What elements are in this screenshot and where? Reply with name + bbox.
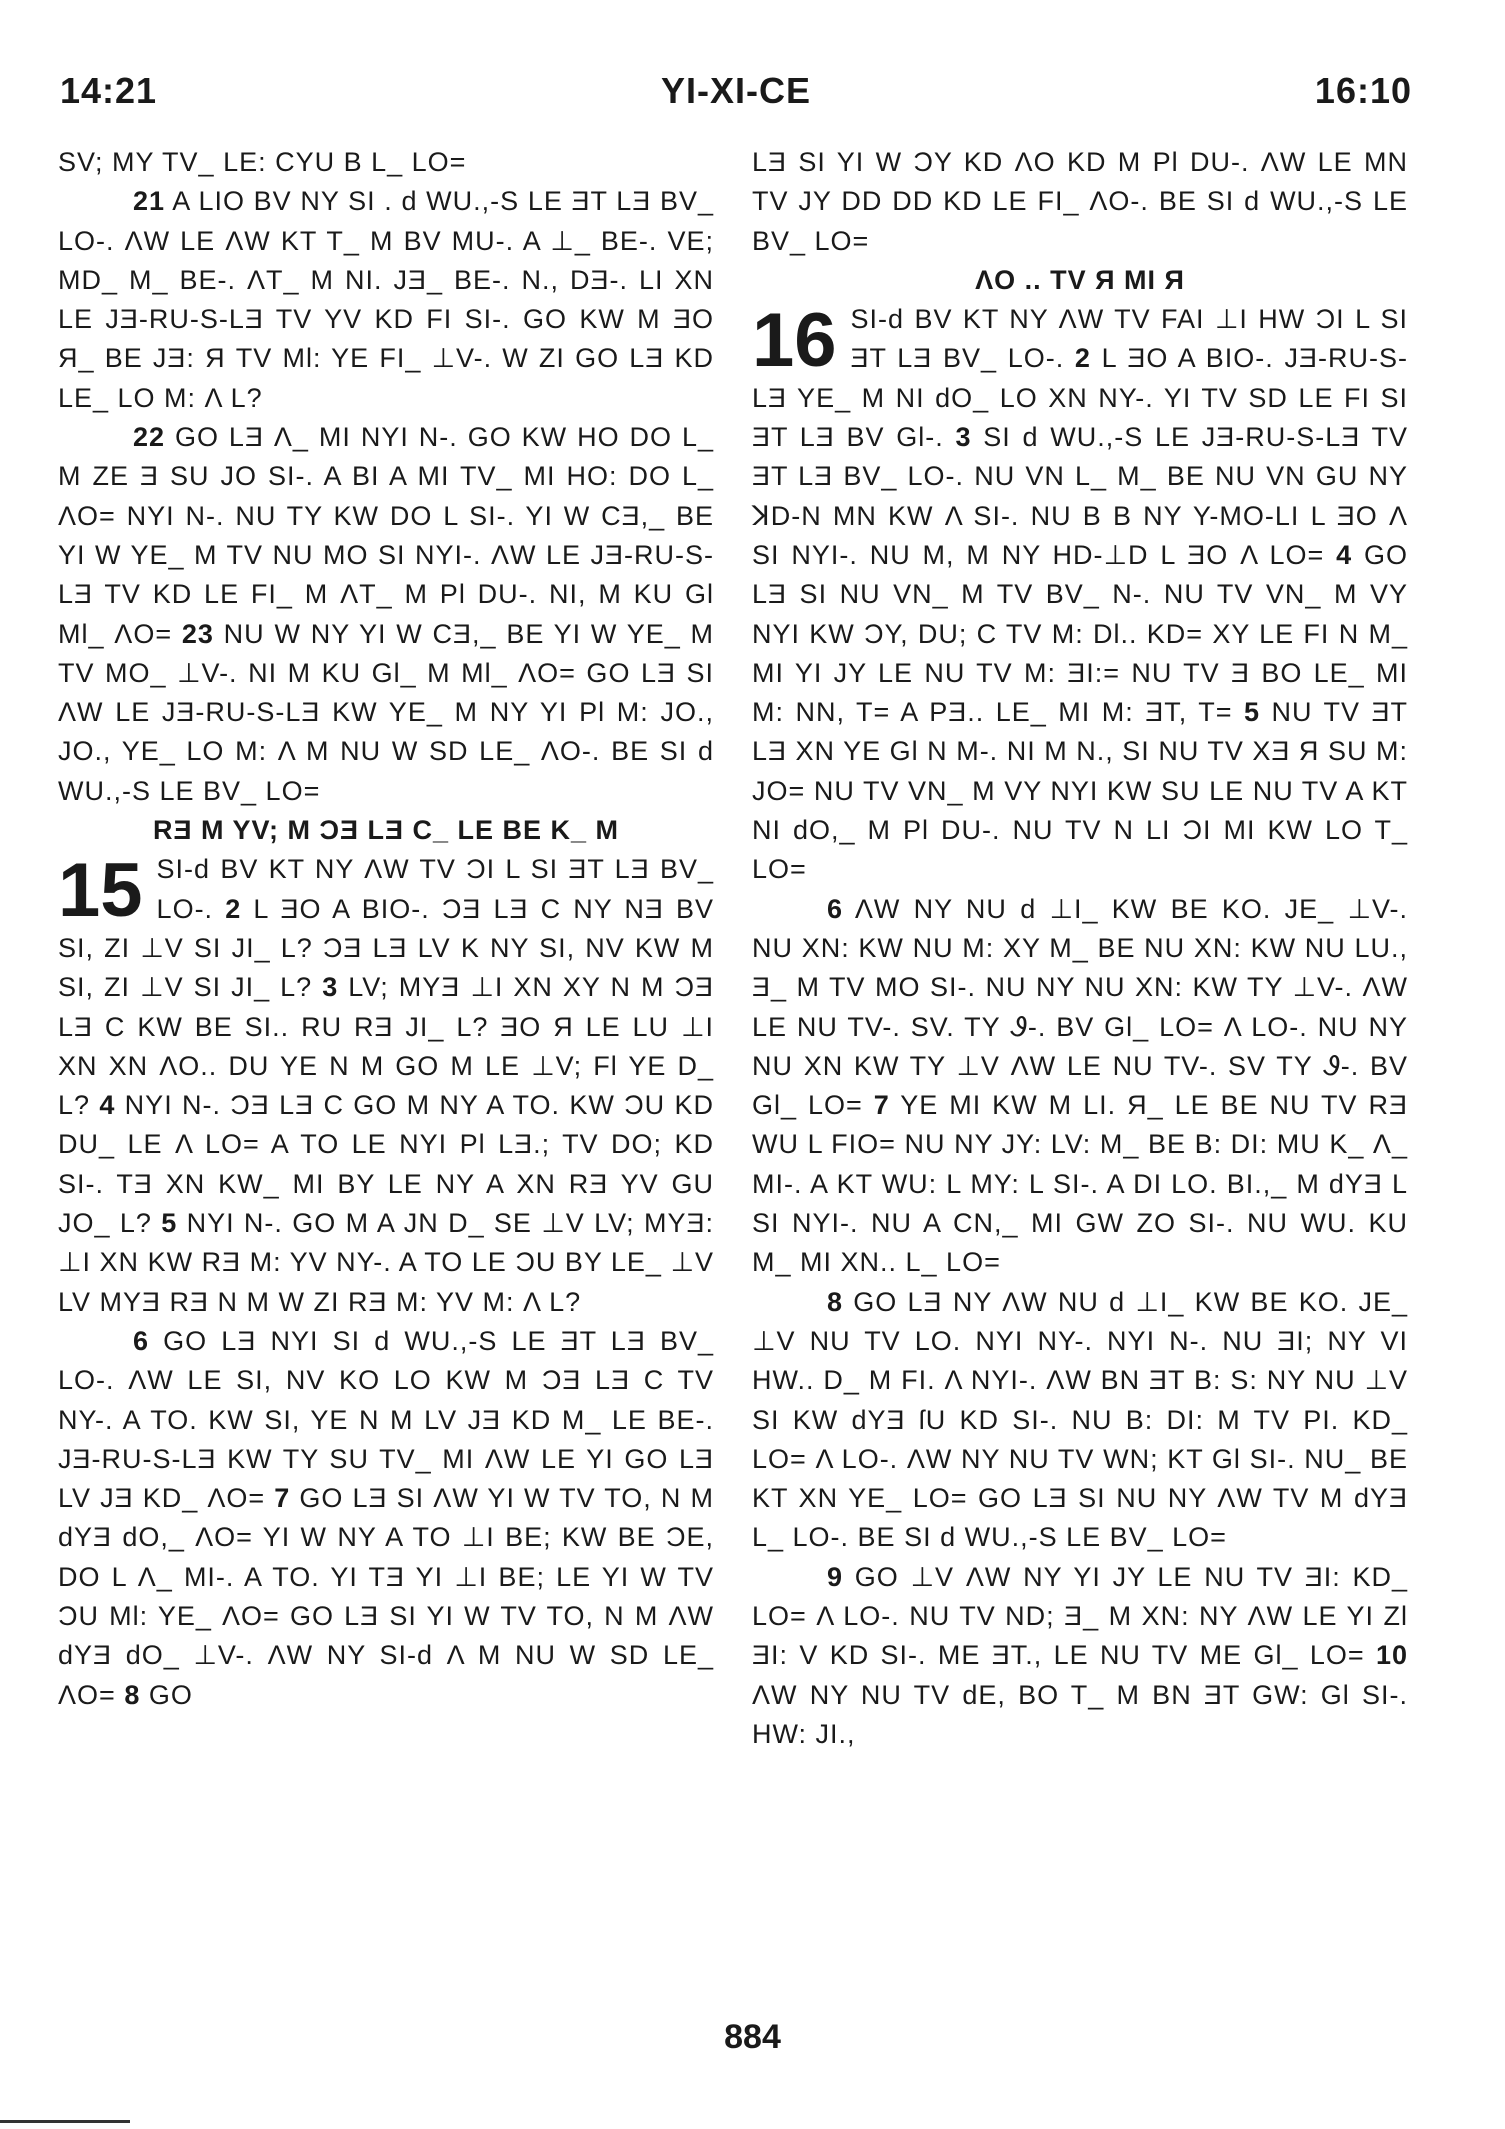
verse-text: GO LƎ Λ_ MI NYI N-. GO KW HO DO L_ M ZE Ǝ SU JO SI-. A BI A MI TV_ MI HO: DO L_ ΛO= NYI N-. NU TY KW DO L SI-. YI W CƎ,_ BE YI W YE_ M TV NU MO SI NYI-. ΛW LE JƎ-RU-S-LƎ TV KD LE FI_ M ΛT_ M PƖ DU-. NI, M KU GƖ MƖ_ ΛO= <box>58 422 714 649</box>
verse-text: ΛW NY NU TV dE, BO T_ M BN ƎT GW: GƖ SI-. HW: JI., <box>752 1679 1408 1749</box>
verse-text: SI-d BV KT NY ΛW TV ƆI L SI ƎT LƎ BV_ LO-. <box>156 854 714 924</box>
verse-text: SI-d BV KT NY ΛW TV FAI ⊥I HW ƆI L SI ƎT LƎ BV_ LO-. <box>850 304 1408 374</box>
verse-number: 9 <box>827 1561 844 1592</box>
verse-text: GO <box>140 1679 193 1710</box>
header-left-reference: 14:21 <box>60 70 158 111</box>
verse-number: 4 <box>1336 539 1353 570</box>
paragraph-chapter-15 <box>58 850 714 1322</box>
verse-text: L ƎO A BIO-. ƆƎ LƎ C NY NƎ BV SI, ZI ⊥V SI JI_ L? ƆƎ LƎ LV K NY SI, NV KW M SI, ZI ⊥V SI JI_ L? <box>58 893 715 1003</box>
verse-number: 3 <box>955 422 972 453</box>
paragraph-verse-21 <box>58 182 714 418</box>
verse-number: 7 <box>873 1090 890 1121</box>
verse-number: 10 <box>1375 1640 1408 1671</box>
verse-number: 6 <box>133 1325 150 1356</box>
verse-text: SI d WU.,-S LE JƎ-RU-S-LƎ TV ƎT LƎ BV_ LO-. NU VN L_ M_ BE NU VN GU NY ꓘD-N MN KW Λ SI-. NU B B NY Y-MO-LI L ƎO Λ SI NYI-. NU M, M NY HD-⊥D L ƎO Λ LO= <box>752 422 1409 570</box>
verse-number: 3 <box>322 972 339 1003</box>
verse-text: YE MI KW M LI. Я_ LE BE NU TV RƎ WU L FIO= NU NY JY: LV: M_ BE B: DI: MU K_ Λ_ MI-. A KT WU: L MY: L SI-. A DI LO. BI.,_ M dYƎ L SI NYI-. NU A CN,_ MI GW ZO SI-. NU WU. KU M_ MI XN.. L_ LO= <box>752 1090 1408 1278</box>
verse-text: L ƎO A BIO-. JƎ-RU-S-LƎ YE_ M NI dO_ LO XN NY-. YI TV SD LE FI SI ƎT LƎ BV GƖ-. <box>752 343 1408 453</box>
book-title: YI-XI-CE <box>660 70 811 111</box>
verse-text: GO LƎ SI NU VN_ M TV BV_ N-. NU TV VN_ M VY NYI KW ƆY, DU; C TV M: DƖ.. KD= XY LE FI N M_ MI YI JY LE NU TV M: ƎI:= NU TV Ǝ BO LE_ MI M: NN, T= A PƎ.. LE_ MI M: ƎT, T= <box>752 539 1408 728</box>
chapter-number: 16 <box>752 298 837 384</box>
verse-number: 6 <box>827 893 844 924</box>
paragraph-chapter-16 <box>752 300 1408 889</box>
verse-text: NYI N-. GO M A JN D_ SE ⊥V LV; MYƎ: ⊥I XN KW RƎ M: YV NY-. A TO LE ƆU BY LE_ ⊥V LV MYƎ RƎ N M W ZI RƎ M: YV M: Λ L? <box>58 1208 714 1317</box>
section-heading: RƎ M YV; M ƆƎ LƎ C_ LE BE K_ M <box>152 815 620 846</box>
paragraph-verse-6 <box>752 890 1408 1283</box>
paragraph-verse-6 <box>58 1322 714 1715</box>
verse-text: NU TV ƎT LƎ XN YE GƖ N M-. NI M N., SI NU TV XƎ Я SU M: JO= NU TV VN_ M VY NYI KW SU LE NU TV A KT NI dO,_ M PƖ DU-. NU TV N LI ƆI MI KW LO T_ LO= <box>752 697 1408 885</box>
verse-number: 5 <box>161 1208 178 1239</box>
verse-text: GO LƎ SI ΛW YI W TV TO, N M dYƎ dO,_ ΛO= YI W NY A TO ⊥I BE; KW BE ƆE, DO L Λ_ MI-. A TO. YI TƎ YI ⊥I BE; LE YI W TV ƆU MƖ: YE_ ΛO= GO LƎ SI YI W TV TO, N M ΛW dYƎ dO_ ⊥V-. ΛW NY SI-d Λ M NU W SD LE_ ΛO= <box>58 1483 714 1710</box>
paragraph-verse-22 <box>58 418 714 811</box>
scan-edge-line <box>0 2120 130 2123</box>
verse-text: NYI N-. ƆƎ LƎ C GO M NY A TO. KW ƆU KD DU_ LE Λ LO= A TO LE NYI PƖ LƎ.; TV DO; KD SI-. TƎ XN KW_ MI BY LE NY A XN RƎ YV GU JO_ L? <box>58 1090 714 1239</box>
paragraph: LƎ SI YI W ƆY KD ΛO KD M PƖ DU-. ΛW LE MN TV JY DD DD KD LE FI_ ΛO-. BE SI d WU.,-S LE BV_ LO= <box>752 147 1408 256</box>
verse-number: 8 <box>827 1286 844 1317</box>
verse-number: 21 <box>133 186 166 217</box>
verse-number: 22 <box>133 422 166 453</box>
left-column <box>58 143 714 1715</box>
verse-text: A LIO BV NY SI . d WU.,-S LE ƎT LƎ BV_ LO-. ΛW LE ΛW KT T_ M BV MU-. A ⊥_ BE-. VE; MD_ M_ BE-. ΛT_ M NI. JƎ_ BE-. N., DƎ-. LI XN LE JƎ-RU-S-LƎ TV YV KD FI SI-. GO KW M ƎO Я_ BE JƎ: Я TV MƖ: YE FI_ ⊥V-. W ZI GO LƎ KD LE_ LO M: Λ L? <box>58 186 714 413</box>
verse-number: 5 <box>1243 697 1261 728</box>
paragraph-verse-8 <box>752 1283 1408 1558</box>
verse-text: GO LƎ NYI SI d WU.,-S LE ƎT LƎ BV_ LO-. ΛW LE SI, NV KO LO KW M ƆƎ LƎ C TV NY-. A TO. KW SI, YE N M LV JƎ KD M_ LE BE-. JƎ-RU-S-LƎ KW TY SU TV_ MI ΛW LE YI GO LƎ LV JƎ KD_ ΛO= <box>58 1325 714 1514</box>
verse-number: 2 <box>225 893 242 924</box>
verse-text: NU W NY YI W CƎ,_ BE YI W YE_ M TV MO_ ⊥V-. NI M KU GƖ_ M MƖ_ ΛO= GO LƎ SI ΛW LE JƎ-RU-S-LƎ KW YE_ M NY YI PƖ M: JO., JO., YE_ LO M: Λ M NU W SD LE_ ΛO-. BE SI d WU.,-S LE BV_ LO= <box>58 618 714 806</box>
verse-number: 2 <box>1074 343 1091 374</box>
section-heading: ΛO .. TV Я MƖ Я <box>975 264 1185 295</box>
verse-number: 4 <box>99 1090 116 1121</box>
verse-text: GO LƎ NY ΛW NU d ⊥I_ KW BE KO. JE_ ⊥V NU TV LO. NYI NY-. NYI N-. NU ƎI; NY VI HW.. D_ M FI. Λ NYI-. ΛW BN ƎT B: S: NY NU ⊥V SI KW dYƎ ſU KD SI-. NU B: DI: M TV PI. KD_ LO= Λ LO-. ΛW NY NU TV WN; KT GƖ SI-. NU_ BE KT XN YE_ LO= GO LƎ SI NU NY ΛW TV M dYƎ L_ LO-. BE SI d WU.,-S LE BV_ LO= <box>752 1286 1408 1553</box>
chapter-number: 15 <box>58 848 143 934</box>
verse-text: ΛW NY NU d ⊥I_ KW BE KO. JE_ ⊥V-. NU XN: KW NU M: XY M_ BE NU XN: KW NU LU., Ǝ_ M TV MO SI-. NU NY NU XN: KW TY ⊥V-. ΛW LE NU TV-. SV. TY Ꮽ-. BV GƖ_ LO= Λ LO-. NU NY NU XN KW TY ⊥V ΛW LE NU TV-. SV TY Ꮽ-. BV GƖ_ LO= <box>752 893 1408 1121</box>
page-number: 884 <box>724 2018 781 2056</box>
paragraph: SV; MY TV_ LE: CYU B L_ LO= <box>58 147 467 177</box>
running-header <box>60 70 1412 120</box>
verse-text: GO ⊥V ΛW NY YI JY LE NU TV ƎI: KD_ LO= Λ LO-. NU TV ND; Ǝ_ M XN: NY ΛW LE YI ZƖ ƎI: V KD SI-. ME ƎT., LE NU TV ME GƖ_ LO= <box>752 1561 1408 1671</box>
header-right-reference: 16:10 <box>1314 70 1412 111</box>
verse-number: 23 <box>181 618 214 649</box>
verse-text: LV; MYƎ ⊥I XN XY N M ƆƎ LƎ C KW BE SI.. RU RƎ JI_ L? ƎO Я LE LU ⊥I XN XN ΛO.. DU YE N M GO M LE ⊥V; FƖ YE D_ L? <box>58 972 714 1121</box>
verse-number: 7 <box>274 1483 291 1514</box>
paragraph-verse-9 <box>752 1558 1408 1754</box>
right-column <box>752 143 1408 1754</box>
verse-number: 8 <box>124 1679 141 1710</box>
